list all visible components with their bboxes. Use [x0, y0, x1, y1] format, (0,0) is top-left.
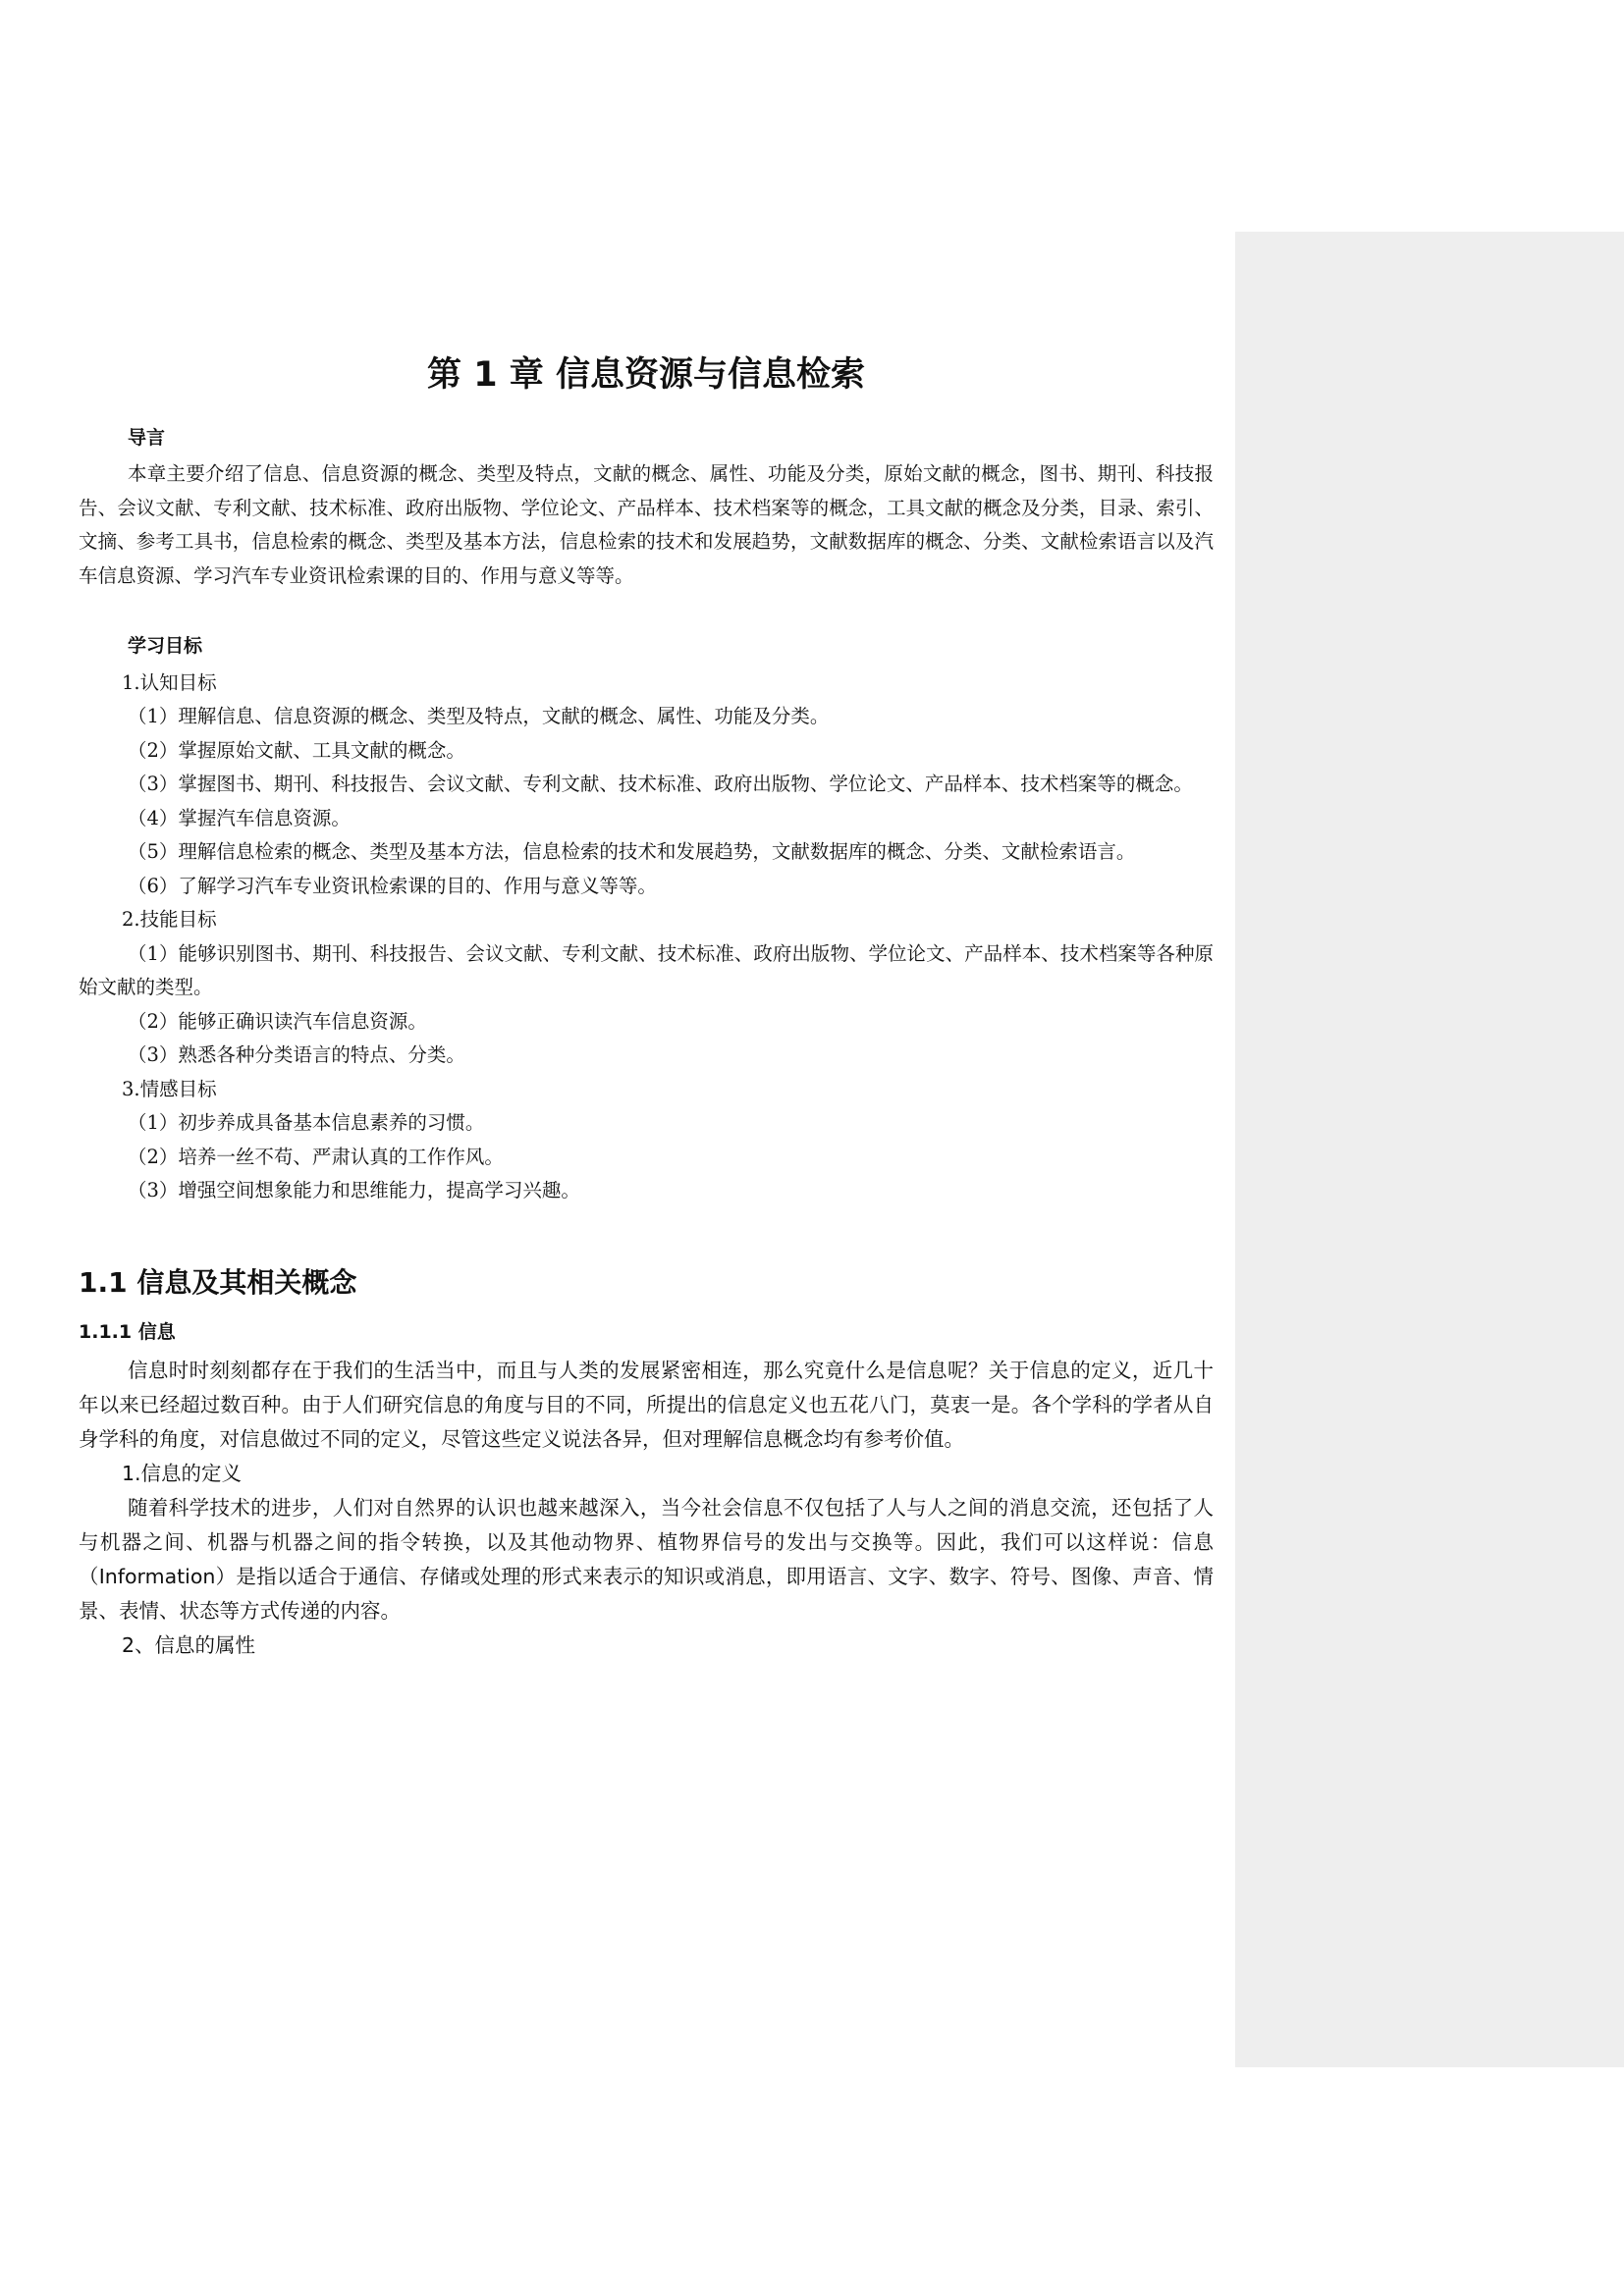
list-item: （6）了解学习汽车专业资讯检索课的目的、作用与意义等等。: [128, 874, 657, 897]
page-content: [79, 353, 1214, 1663]
section-title: 1.1 信息及其相关概念: [79, 1265, 357, 1299]
body-subheading: 2、信息的属性: [122, 1633, 256, 1658]
list-item: （3）增强空间想象能力和思维能力，提高学习兴趣。: [128, 1179, 580, 1201]
comment-margin-panel: [1235, 232, 1624, 2067]
intro-heading: 导言: [128, 426, 166, 449]
subsection-title: 1.1.1 信息: [79, 1320, 176, 1343]
cognitive-objectives-title: 1.认知目标: [122, 670, 217, 694]
list-item: （3）熟悉各种分类语言的特点、分类。: [128, 1043, 465, 1066]
list-item: （1）理解信息、信息资源的概念、类型及特点，文献的概念、属性、功能及分类。: [128, 705, 830, 727]
list-item: （5）理解信息检索的概念、类型及基本方法，信息检索的技术和发展趋势，文献数据库的概念、分类、文献检索语言。: [128, 840, 1136, 863]
intro-paragraph: 本章主要介绍了信息、信息资源的概念、类型及特点，文献的概念、属性、功能及分类，原始文献的概念，图书、期刊、科技报告、会议文献、专利文献、技术标准、政府出版物、学位论文、产品样本、技术档案等的概念，工具文献的概念及分类，目录、索引、文摘、参考工具书，信息检索的概念、类型及基本方法，信息检索的技术和发展趋势，文献数据库的概念、分类、文献检索语言以及汽车信息资源、学习汽车专业资讯检索课的目的、作用与意义等等。: [79, 462, 1214, 587]
list-item: （2）培养一丝不苟、严肃认真的工作作风。: [128, 1145, 504, 1168]
list-item: （1）初步养成具备基本信息素养的习惯。: [128, 1111, 485, 1134]
objectives-heading: 学习目标: [128, 635, 203, 657]
list-item: （4）掌握汽车信息资源。: [128, 806, 351, 829]
chapter-title: 第 1 章 信息资源与信息检索: [427, 355, 865, 395]
list-item: （2）掌握原始文献、工具文献的概念。: [128, 738, 465, 762]
list-item: （3）掌握图书、期刊、科技报告、会议文献、专利文献、技术标准、政府出版物、学位论文、产品样本、技术档案等的概念。: [128, 773, 1193, 795]
body-subheading: 1.信息的定义: [122, 1462, 243, 1486]
emotion-objectives-title: 3.情感目标: [122, 1077, 217, 1100]
skill-objectives-title: 2.技能目标: [122, 908, 217, 931]
body-paragraph: 随着科学技术的进步，人们对自然界的认识也越来越深入，当今社会信息不仅包括了人与人之间的消息交流，还包括了人与机器之间、机器与机器之间的指令转换，以及其他动物界、植物界信号的发出与交换等。因此，我们可以这样说：信息（Information）是指以适合于通信、存储或处理的形式来表示的知识或消息，即用语言、文字、数字、符号、图像、声音、情景、表情、状态等方式传递的内容。: [79, 1496, 1214, 1624]
list-item: （1）能够识别图书、期刊、科技报告、会议文献、专利文献、技术标准、政府出版物、学位论文、产品样本、技术档案等各种原始文献的类型。: [79, 941, 1214, 998]
list-item: （2）能够正确识读汽车信息资源。: [128, 1009, 427, 1033]
body-paragraph: 信息时时刻刻都存在于我们的生活当中，而且与人类的发展紧密相连，那么究竟什么是信息呢？关于信息的定义，近几十年以来已经超过数百种。由于人们研究信息的角度与目的不同，所提出的信息定义也五花八门，莫衷一是。各个学科的学者从自身学科的角度，对信息做过不同的定义，尽管这些定义说法各异，但对理解信息概念均有参考价值。: [79, 1359, 1214, 1452]
